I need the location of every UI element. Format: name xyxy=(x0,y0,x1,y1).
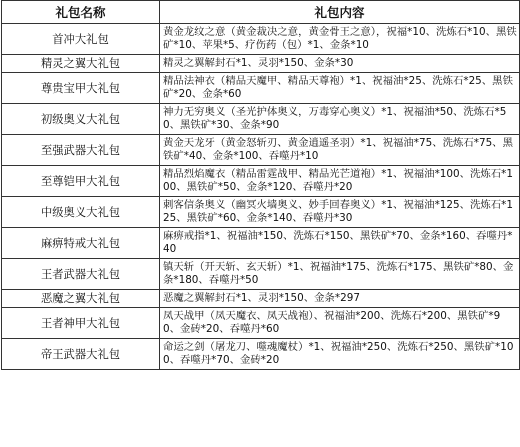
pack-content: 神力无穷奥义（圣光护体奥义，万毒穿心奥义）*1、祝福油*50、洗炼石*50、黑铁矿*30、金条*90 xyxy=(160,104,520,135)
table-header-row xyxy=(2,1,520,24)
gift-pack-table xyxy=(1,0,520,370)
pack-content: 恶魔之翼解封石*1、灵羽*150、金条*297 xyxy=(160,290,520,308)
pack-name: 恶魔之翼大礼包 xyxy=(2,290,160,308)
pack-content: 命运之剑（屠龙刀、噬魂魔杖）*1、祝福油*250、洗炼石*250、黑铁矿*100、吞噬丹*70、金砖*20 xyxy=(160,339,520,370)
pack-content: 精品烈焰魔衣（精品雷霆战甲、精品光芒道袍）*1、祝福油*100、洗炼石*100、黑铁矿*50、金条*120、吞噬丹*20 xyxy=(160,166,520,197)
pack-content: 精灵之翼解封石*1、灵羽*150、金条*30 xyxy=(160,55,520,73)
table-row xyxy=(2,73,520,104)
pack-content: 黄金龙纹之意（黄金裁决之意，黄金骨王之意），祝福*10、洗炼石*10、黑铁矿*10、苹果*5、疗伤药（包）*1、金条*10 xyxy=(160,24,520,55)
table-row xyxy=(2,259,520,290)
pack-name: 尊贵宝甲大礼包 xyxy=(2,73,160,104)
pack-content: 凤天战甲（凤天魔衣、凤天战袍）、祝福油*200、洗炼石*200、黑铁矿*90、金砖*20、吞噬丹*60 xyxy=(160,308,520,339)
pack-name: 王者武器大礼包 xyxy=(2,259,160,290)
table-row xyxy=(2,308,520,339)
table-row xyxy=(2,104,520,135)
table-row xyxy=(2,55,520,73)
table-row xyxy=(2,166,520,197)
pack-name: 至强武器大礼包 xyxy=(2,135,160,166)
pack-content: 黄金天龙牙（黄金怒斩刃、黄金逍遥圣羽）*1、祝福油*75、洗炼石*75、黑铁矿*40、金条*100、吞噬丹*10 xyxy=(160,135,520,166)
pack-name: 麻痹特戒大礼包 xyxy=(2,228,160,259)
pack-name: 至尊铠甲大礼包 xyxy=(2,166,160,197)
header-pack-content: 礼包内容 xyxy=(160,1,520,24)
pack-name: 精灵之翼大礼包 xyxy=(2,55,160,73)
table-row xyxy=(2,228,520,259)
header-pack-name: 礼包名称 xyxy=(2,1,160,24)
pack-content: 麻痹戒指*1、祝福油*150、洗炼石*150、黑铁矿*70、金条*160、吞噬丹*40 xyxy=(160,228,520,259)
pack-content: 刺客信条奥义（幽冥火墙奥义、妙手回春奥义）*1、祝福油*125、洗炼石*125、黑铁矿*60、金条*140、吞噬丹*30 xyxy=(160,197,520,228)
pack-name: 初级奥义大礼包 xyxy=(2,104,160,135)
table-row xyxy=(2,290,520,308)
table-row xyxy=(2,197,520,228)
table-row xyxy=(2,135,520,166)
pack-content: 精品法神衣（精品天魔甲、精品天尊袍）*1、祝福油*25、洗炼石*25、黑铁矿*20、金条*60 xyxy=(160,73,520,104)
pack-name: 首冲大礼包 xyxy=(2,24,160,55)
pack-content: 镇天斩（开天斩、玄天斩）*1、祝福油*175、洗炼石*175、黑铁矿*80、金条*180、吞噬丹*50 xyxy=(160,259,520,290)
pack-name: 王者神甲大礼包 xyxy=(2,308,160,339)
table-row xyxy=(2,339,520,370)
table-row xyxy=(2,24,520,55)
pack-name: 中级奥义大礼包 xyxy=(2,197,160,228)
pack-name: 帝王武器大礼包 xyxy=(2,339,160,370)
